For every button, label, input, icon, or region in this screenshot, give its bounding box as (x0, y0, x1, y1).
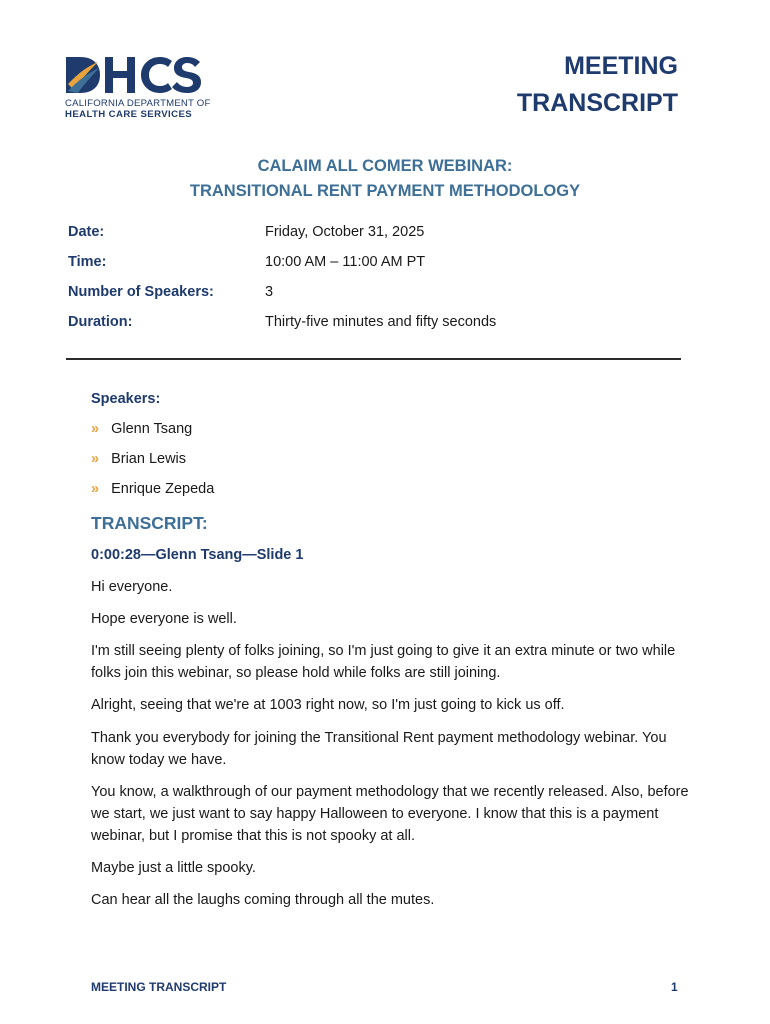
speakers-heading: Speakers: (91, 391, 161, 407)
transcript-paragraph: Alright, seeing that we're at 1003 right now, so I'm just going to kick us off. (91, 697, 565, 713)
logo-services-line: HEALTH CARE SERVICES (65, 109, 193, 120)
meta-value: Friday, October 31, 2025 (265, 224, 425, 240)
speaker-list-item (91, 481, 214, 497)
speaker-list-item (91, 421, 192, 437)
meta-label: Time: (68, 254, 107, 270)
meta-label: Duration: (68, 314, 133, 330)
page-number: 1 (671, 980, 678, 994)
document-title-line2: TRANSCRIPT (516, 89, 678, 117)
section-divider (66, 358, 681, 360)
webinar-subtitle-line1: CALAIM ALL COMER WEBINAR: (257, 157, 513, 175)
document-title-line1: MEETING (564, 52, 678, 80)
chevron-bullet-icon: » (91, 421, 100, 437)
speaker-name: Glenn Tsang (111, 421, 193, 437)
document-title (517, 48, 678, 122)
speaker-name: Brian Lewis (111, 451, 187, 467)
logo-department-line: CALIFORNIA DEPARTMENT OF (65, 98, 211, 109)
meta-label: Number of Speakers: (68, 284, 214, 300)
chevron-bullet-icon: » (91, 451, 100, 467)
transcript-paragraph: Hi everyone. (91, 579, 173, 595)
transcript-paragraph: I'm still seeing plenty of folks joining, so I'm just going to give it an extra minute or two while folks join this webinar, so please hold while folks are still joining. (91, 643, 676, 681)
webinar-subtitle-line2: TRANSITIONAL RENT PAYMENT METHODOLOGY (189, 182, 581, 200)
footer-label: MEETING TRANSCRIPT (91, 980, 227, 994)
transcript-timestamp: 0:00:28—Glenn Tsang—Slide 1 (91, 547, 304, 563)
speaker-list-item (91, 451, 186, 467)
transcript-heading: TRANSCRIPT: (91, 513, 208, 533)
meta-label: Date: (68, 224, 105, 240)
speaker-name: Enrique Zepeda (111, 481, 215, 497)
meta-value: 3 (265, 284, 274, 300)
transcript-paragraph: Can hear all the laughs coming through all the mutes. (91, 892, 435, 908)
meta-value: Thirty-five minutes and fifty seconds (265, 314, 497, 330)
transcript-paragraph: Hope everyone is well. (91, 611, 237, 627)
transcript-paragraph: Thank you everybody for joining the Transitional Rent payment methodology webinar. You know today we have. (91, 730, 667, 768)
transcript-paragraph: You know, a walkthrough of our payment methodology that we recently released. Also, before we start, we just want to say happy Halloween to everyone. I know that this is a payment webinar, but I promise that this is not spooky at all. (91, 784, 689, 844)
dhcs-logo (64, 54, 211, 124)
meta-value: 10:00 AM – 11:00 AM PT (265, 254, 426, 270)
transcript-paragraph: Maybe just a little spooky. (91, 860, 256, 876)
dhcs-logo-icon (64, 54, 204, 96)
chevron-bullet-icon: » (91, 481, 100, 497)
